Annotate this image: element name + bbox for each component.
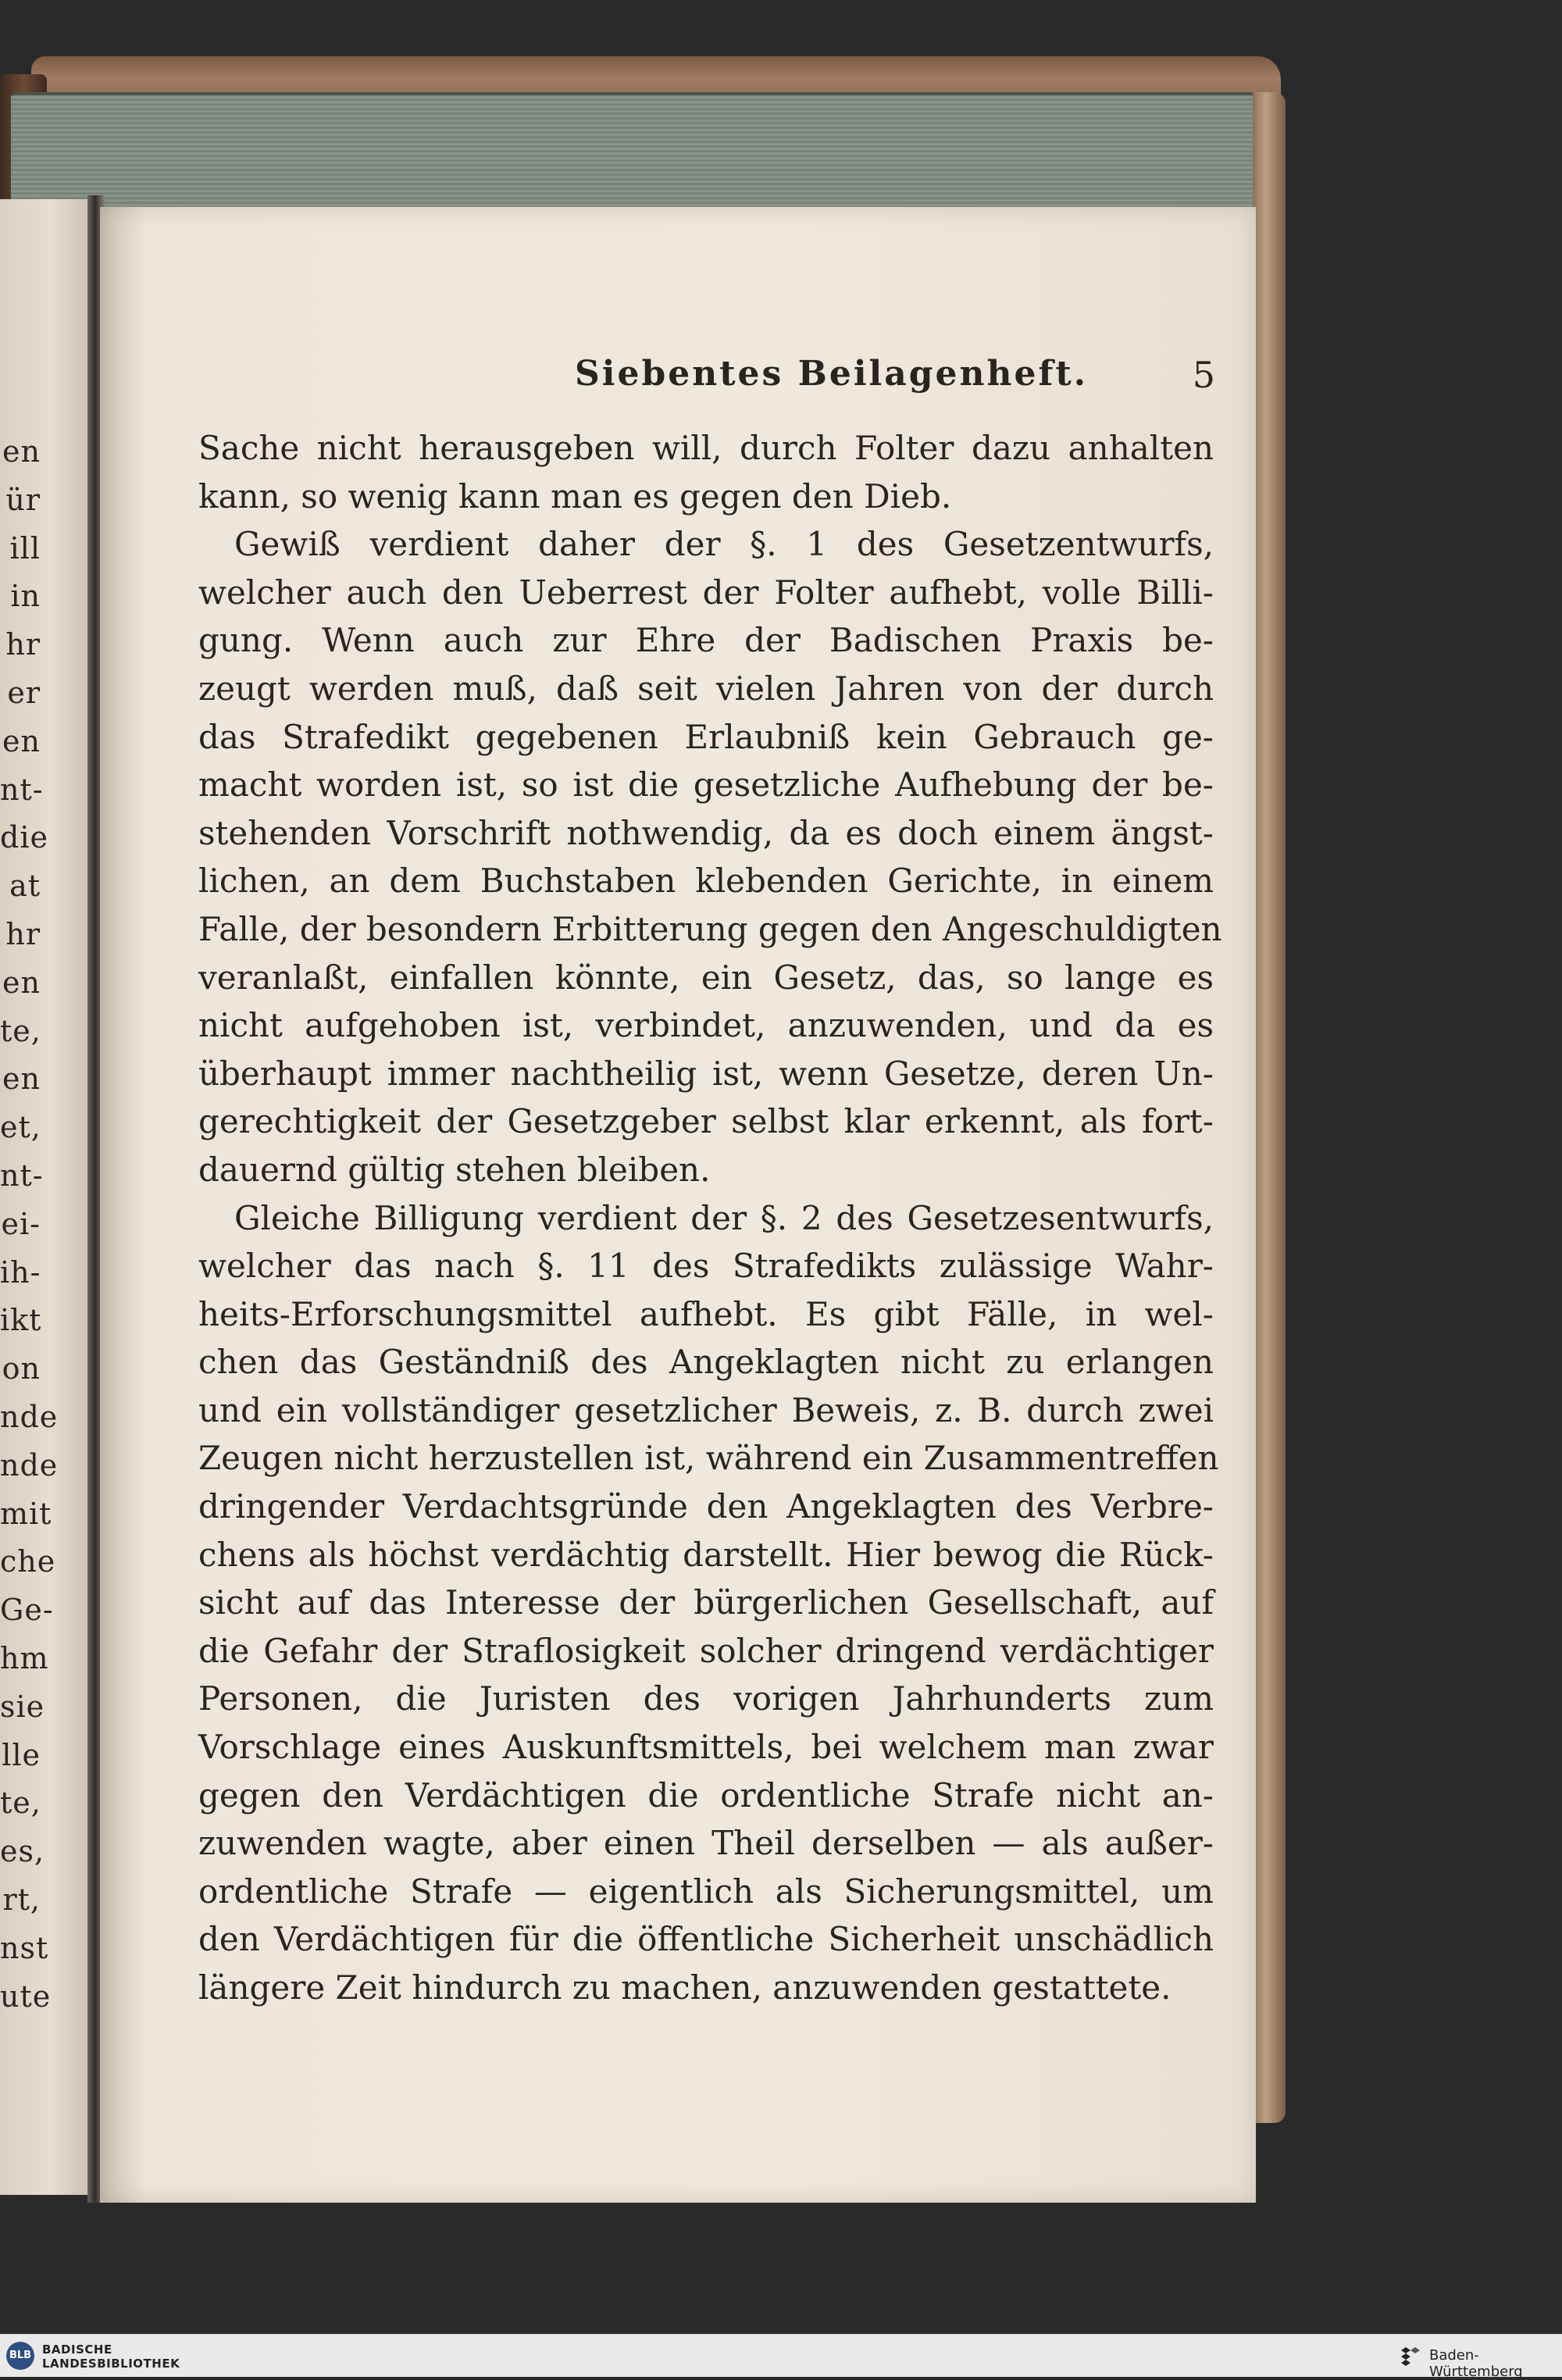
page-header [465, 354, 1215, 409]
text-line: Sache nicht herausgeben will, durch Folter dazu anhalten [198, 429, 1214, 467]
text-line: und ein vollständiger gesetzlicher Beweis, z. B. durch zwei [198, 1390, 1214, 1429]
left-fragment: ill [9, 530, 41, 566]
text-line: zuwenden wagte, aber einen Theil derselben — als außer- [198, 1824, 1214, 1863]
text-line: gegen den Verdächtigen die ordentliche Strafe nicht an- [198, 1775, 1214, 1814]
left-fragment: at [9, 869, 41, 904]
text-line: dauernd gültig stehen bleiben. [198, 1150, 711, 1189]
left-fragment: in [10, 579, 41, 614]
left-fragment: che [0, 1544, 56, 1579]
left-fragment: mit [0, 1496, 52, 1531]
text-line: gung. Wenn auch zur Ehre der Badischen Praxis be- [198, 621, 1214, 660]
left-fragment: rt, [2, 1882, 41, 1917]
text-line: gerechtigkeit der Gesetzgeber selbst klar erkennt, als fort- [198, 1102, 1214, 1141]
text-line: chen das Geständniß des Angeklagten nicht zu erlangen [198, 1343, 1214, 1382]
left-fragment: Ge- [0, 1593, 54, 1628]
left-fragment: ei- [1, 1206, 41, 1241]
left-fragment: en [2, 1062, 41, 1097]
left-fragment: sie [0, 1689, 45, 1724]
text-line: ordentliche Strafe — eigentlich als Sicherungsmittel, um [198, 1872, 1214, 1911]
left-fragment: et, [0, 1110, 41, 1145]
left-fragment: ih- [0, 1254, 41, 1290]
text-line: chens als höchst verdächtig darstellt. Hier bewog die Rück- [198, 1535, 1214, 1574]
left-fragment: en [2, 965, 41, 1000]
text-line: welcher das nach §. 11 des Strafedikts zulässige Wahr- [198, 1247, 1214, 1286]
library-name-line-2: LANDESBIBLIOTHEK [42, 2357, 180, 2371]
text-line: macht worden ist, so ist die gesetzliche Aufhebung der be- [198, 765, 1214, 805]
page-edges [11, 92, 1261, 216]
left-fragment: ikt [0, 1303, 42, 1338]
text-line: lichen, an dem Buchstaben klebenden Gerichte, in einem [198, 862, 1214, 901]
left-fragment: er [7, 675, 41, 710]
left-fragment: lle [2, 1737, 41, 1772]
left-fragment: te, [0, 1013, 41, 1048]
text-line: das Strafedikt gegebenen Erlaubniß kein Gebrauch ge- [198, 717, 1214, 756]
text-line: überhaupt immer nachtheilig ist, wenn Gesetze, deren Un- [198, 1054, 1214, 1093]
library-name-line-1: BADISCHE [42, 2343, 112, 2357]
text-line: Falle, der besondern Erbitterung gegen den Angeschuldigten [198, 909, 1222, 948]
right-page [100, 207, 1256, 2203]
left-fragment: nde [0, 1399, 59, 1434]
left-fragment: die [0, 820, 48, 855]
left-fragment: es, [0, 1834, 45, 1869]
text-line: Gleiche Billigung verdient der §. 2 des Gesetzesentwurfs, [234, 1198, 1214, 1237]
body-text [198, 424, 1222, 2012]
left-fragment: nt- [0, 772, 44, 807]
text-line: Gewiß verdient daher der §. 1 des Gesetzentwurfs, [234, 525, 1214, 564]
text-line: die Gefahr der Straflosigkeit solcher dringend verdächtiger [198, 1631, 1214, 1670]
text-line: Vorschlage eines Auskunftsmittels, bei welchem man zwar [198, 1728, 1214, 1767]
left-fragment: hm [0, 1640, 49, 1675]
text-line: dringender Verdachtsgründe den Angeklagten des Verbre- [198, 1487, 1214, 1526]
footer-bar [0, 2334, 1562, 2380]
left-fragment: hr [5, 916, 41, 951]
left-fragment: nde [0, 1447, 59, 1483]
text-line: nicht aufgehoben ist, verbindet, anzuwenden, und da es [198, 1006, 1214, 1045]
left-fragment: nt- [0, 1158, 44, 1193]
text-line: heits-Erforschungsmittel aufhebt. Es gibt Fälle, in wel- [198, 1294, 1214, 1333]
left-fragment: en [2, 434, 41, 469]
text-line: veranlaßt, einfallen könnte, ein Gesetz, das, so lange es [198, 958, 1214, 997]
page-number: 5 [1192, 354, 1215, 396]
left-fragment: ute [0, 1979, 52, 2014]
baden-wuerttemberg-icon [1398, 2344, 1421, 2368]
left-fragment: ür [5, 482, 41, 517]
book-cover-right [1253, 92, 1286, 2123]
text-line: längere Zeit hindurch zu machen, anzuwenden gestattete. [198, 1968, 1172, 2007]
text-line: Zeugen nicht herzustellen ist, während ein Zusammentreffen [198, 1439, 1219, 1478]
text-line: sicht auf das Interesse der bürgerlichen Gesellschaft, auf [198, 1583, 1214, 1622]
running-head: Siebentes Beilagenheft. [575, 354, 1089, 394]
blb-logo-icon: BLB [6, 2342, 34, 2370]
text-line: den Verdächtigen für die öffentliche Sicherheit unschädlich [198, 1920, 1214, 1959]
left-fragment: te, [0, 1786, 41, 1821]
left-page-fragments [0, 428, 59, 2021]
text-line: Personen, die Juristen des vorigen Jahrhunderts zum [198, 1679, 1214, 1718]
left-fragment: en [2, 723, 41, 758]
text-line: stehenden Vorschrift nothwendig, da es doch einem ängst- [198, 813, 1214, 852]
text-line: welcher auch den Ueberrest der Folter aufhebt, volle Billi- [198, 573, 1214, 612]
left-fragment: hr [5, 627, 41, 662]
left-fragment: on [2, 1351, 41, 1386]
left-fragment: nst [0, 1930, 49, 1965]
text-line: kann, so wenig kann man es gegen den Dieb. [198, 476, 952, 516]
partner-label: Baden-Württemberg [1429, 2347, 1523, 2380]
text-line: zeugt werden muß, daß seit vielen Jahren von der durch [198, 669, 1214, 708]
